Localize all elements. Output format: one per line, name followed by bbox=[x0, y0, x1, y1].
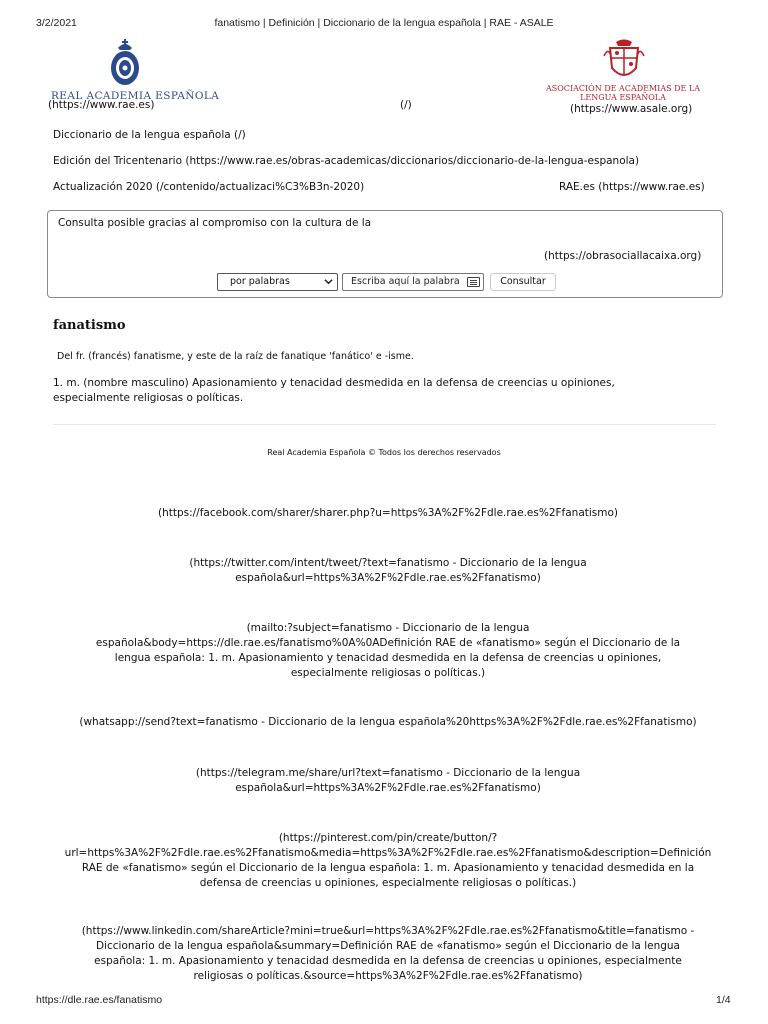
share-telegram-line: (https://telegram.me/share/url?text=fanatismo - Diccionario de la lengua bbox=[195, 767, 581, 779]
share-whatsapp[interactable] bbox=[50, 715, 726, 730]
share-linkedin-line: Diccionario de la lengua española&summary=Definición RAE de «fanatismo» según el Diccionario de la lengua bbox=[95, 940, 680, 952]
share-linkedin[interactable] bbox=[50, 924, 726, 984]
nav-edition[interactable]: Edición del Tricentenario (https://www.rae.es/obras-academicas/diccionarios/diccionario-de-la-lengua-espanola) bbox=[53, 155, 640, 167]
asale-logo-line2: LENGUA ESPAÑOLA bbox=[580, 93, 666, 102]
share-linkedin-line: religiosas o políticas.&source=https%3A%2F%2Fdle.rae.es%2Ffanatismo) bbox=[193, 970, 583, 982]
share-pinterest-line: RAE de «fanatismo» según el Diccionario de la lengua española: 1. m. Apasionamiento y tenacidad desmedida en la bbox=[81, 862, 695, 874]
share-twitter-line: española&url=https%3A%2F%2Fdle.rae.es%2Ffanatismo) bbox=[235, 572, 541, 584]
consultar-button[interactable]: Consultar bbox=[490, 273, 556, 291]
share-twitter[interactable] bbox=[50, 556, 726, 586]
share-pinterest-line: (https://pinterest.com/pin/create/button/? bbox=[278, 832, 498, 844]
sponsor-text: Consulta posible gracias al compromiso con la cultura de la bbox=[58, 217, 372, 229]
chevron-down-icon bbox=[324, 277, 333, 286]
share-twitter-line: (https://twitter.com/intent/tweet/?text=fanatismo - Diccionario de la lengua bbox=[189, 557, 587, 569]
search-mode-select[interactable] bbox=[217, 273, 338, 291]
search-input[interactable] bbox=[342, 273, 484, 291]
share-linkedin-line: española: 1. m. Apasionamiento y tenacidad desmedida en la defensa de creencias u opiniones, especialmente bbox=[94, 955, 682, 967]
asale-logo-text[interactable] bbox=[530, 84, 716, 102]
keyboard-icon[interactable] bbox=[467, 277, 480, 287]
nav-update[interactable]: Actualización 2020 (/contenido/actualizaci%C3%B3n-2020) bbox=[53, 181, 365, 193]
share-mail-line: lengua española: 1. m. Apasionamiento y tenacidad desmedida en la defensa de creencias u opiniones, bbox=[114, 652, 662, 664]
share-mail[interactable] bbox=[50, 621, 726, 681]
share-facebook-line: (https://facebook.com/sharer/sharer.php?u=https%3A%2F%2Fdle.rae.es%2Ffanatismo) bbox=[157, 507, 619, 519]
nav-dictionary[interactable]: Diccionario de la lengua española (/) bbox=[53, 129, 246, 141]
share-pinterest-line: defensa de creencias u opiniones, especialmente religiosas o políticas.) bbox=[199, 877, 577, 889]
print-footer-url: https://dle.rae.es/fanatismo bbox=[36, 994, 163, 1006]
asale-logo-line1: ASOCIACIÓN DE ACADEMIAS DE LA bbox=[545, 84, 701, 93]
print-date: 3/2/2021 bbox=[36, 17, 77, 29]
sponsor-link[interactable]: (https://obrasociallacaixa.org) bbox=[544, 250, 702, 262]
share-whatsapp-line: (whatsapp://send?text=fanatismo - Diccionario de la lengua española%20https%3A%2F%2Fdle.rae.es%2Ffanatismo) bbox=[79, 716, 697, 728]
share-pinterest-line: url=https%3A%2F%2Fdle.rae.es%2Ffanatismo&media=https%3A%2F%2Fdle.rae.es%2Ffanatismo&description=Definición bbox=[64, 847, 712, 859]
headword: fanatismo bbox=[53, 318, 126, 333]
home-link[interactable]: (/) bbox=[400, 99, 412, 111]
share-linkedin-line: (https://www.linkedin.com/shareArticle?mini=true&url=https%3A%2F%2Fdle.rae.es%2Ffanatismo&title=fanatismo - bbox=[81, 925, 695, 937]
print-footer-page: 1/4 bbox=[716, 994, 731, 1006]
share-mail-line: (mailto:?subject=fanatismo - Diccionario de la lengua bbox=[246, 622, 530, 634]
rae-logo-text[interactable]: REAL ACADEMIA ESPAÑOLA bbox=[51, 90, 220, 102]
rae-link[interactable]: (https://www.rae.es) bbox=[48, 99, 155, 111]
search-input-placeholder: Escriba aquí la palabra bbox=[351, 276, 460, 287]
asale-link[interactable]: (https://www.asale.org) bbox=[570, 103, 693, 115]
search-mode-value: por palabras bbox=[230, 276, 290, 287]
nav-rae-es[interactable]: RAE.es (https://www.rae.es) bbox=[559, 181, 705, 193]
print-title: fanatismo | Definición | Diccionario de la lengua española | RAE - ASALE bbox=[214, 17, 554, 29]
copyright: Real Academia Española © Todos los derechos reservados bbox=[267, 448, 501, 457]
share-facebook[interactable] bbox=[50, 506, 726, 521]
definition-line-2: especialmente religiosas o políticas. bbox=[53, 392, 244, 404]
share-pinterest[interactable] bbox=[50, 831, 726, 891]
share-mail-line: especialmente religiosas o políticas.) bbox=[290, 667, 486, 679]
share-telegram[interactable] bbox=[50, 766, 726, 796]
definition-line-1: 1. m. (nombre masculino) Apasionamiento y tenacidad desmedida en la defensa de creencias u opiniones, bbox=[53, 377, 615, 389]
etymology: Del fr. (francés) fanatisme, y este de la raíz de fanatique 'fanático' e -isme. bbox=[57, 351, 414, 362]
asale-crest-icon[interactable] bbox=[602, 38, 646, 82]
rae-crest-icon[interactable] bbox=[108, 38, 142, 88]
share-telegram-line: española&url=https%3A%2F%2Fdle.rae.es%2Ffanatismo) bbox=[235, 782, 541, 794]
share-mail-line: española&body=https://dle.rae.es/fanatismo%0A%0ADefinición RAE de «fanatismo» según el Diccionario de la bbox=[95, 637, 681, 649]
divider bbox=[53, 424, 716, 425]
